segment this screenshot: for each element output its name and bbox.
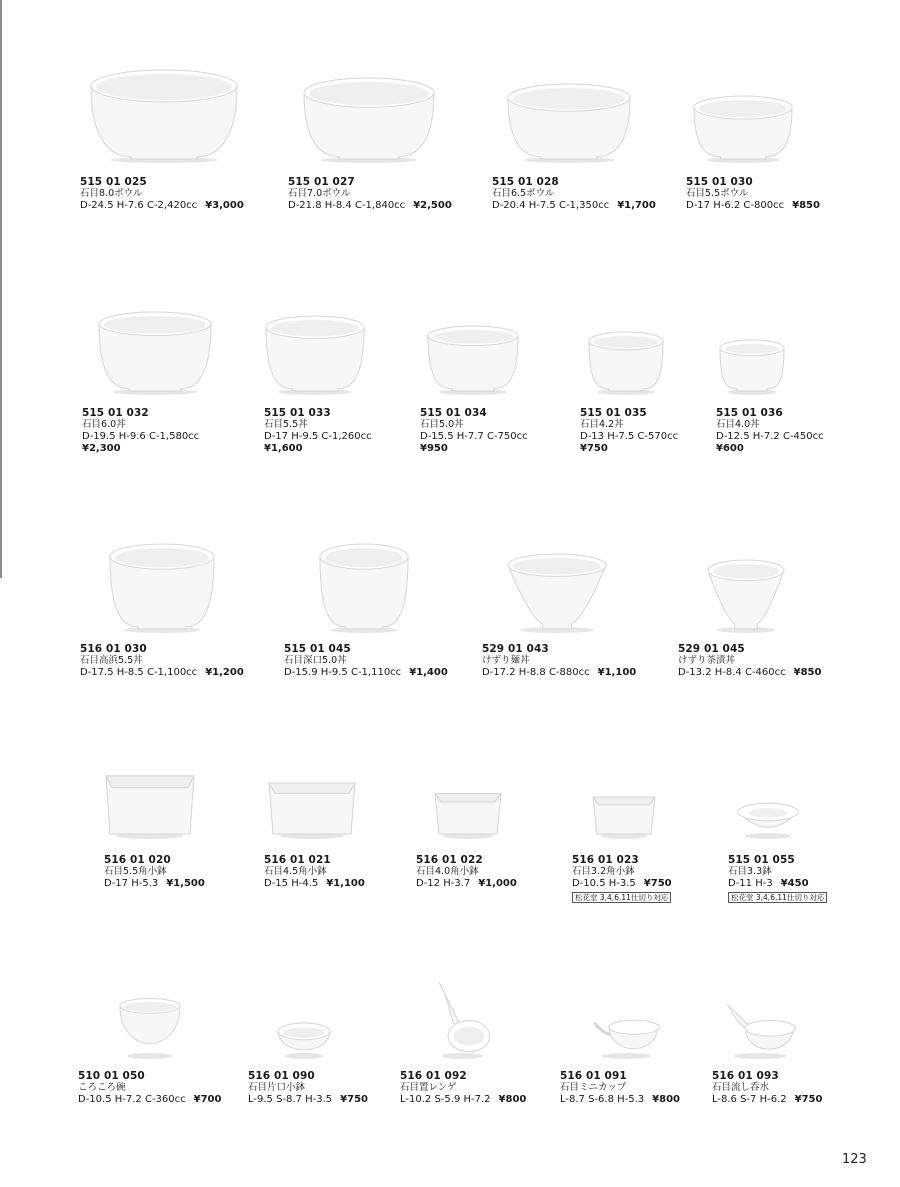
product-illustration-square (433, 788, 503, 838)
product-dimensions: D-15.5 H-7.7 C-750cc (420, 431, 528, 442)
product-code: 515 01 036 (716, 407, 783, 419)
product-price: ¥750 (643, 878, 672, 889)
product-price: ¥750 (794, 1094, 823, 1105)
product-dimensions: D-10.5 H-7.2 C-360cc (78, 1094, 186, 1105)
product-dimensions: D-15.9 H-9.5 C-1,110cc (284, 667, 402, 678)
product-price: ¥850 (793, 667, 822, 678)
product-name: 石目6.5ボウル (492, 188, 555, 199)
product-code: 516 01 030 (80, 643, 147, 655)
product-name: 石目高浜5.5丼 (80, 655, 143, 666)
shadow (127, 1053, 173, 1059)
product-photo (728, 764, 900, 844)
product-code: 516 01 092 (400, 1070, 467, 1082)
product-card (712, 986, 900, 1105)
product-name: 石目4.0角小鉢 (416, 866, 479, 877)
product-name: けずり茶漬丼 (678, 655, 736, 666)
product-spec-line (400, 1094, 526, 1106)
product-photo (716, 300, 900, 400)
left-margin-rule (0, 0, 2, 578)
product-info (80, 643, 244, 679)
product-photo (284, 538, 494, 638)
inner (433, 330, 513, 344)
product-illustration-shallow (736, 798, 800, 838)
product-dimensions: D-11 H-3 (728, 878, 773, 889)
product-price: ¥1,600 (264, 443, 303, 454)
product-photo (80, 538, 290, 638)
product-info (572, 854, 672, 904)
product-photo (482, 538, 692, 638)
product-card (288, 60, 498, 211)
product-spec-line (284, 667, 448, 679)
product-name: 石目5.0丼 (420, 419, 464, 430)
product-info (716, 407, 824, 455)
product-info (264, 407, 372, 455)
product-name: ころころ碗 (78, 1082, 126, 1093)
product-code: 515 01 032 (82, 407, 149, 419)
product-dimensions: D-17.2 H-8.8 C-880cc (482, 667, 590, 678)
product-illustration-katakuchi (276, 1020, 332, 1058)
shadow (284, 1053, 324, 1059)
product-code: 516 01 090 (248, 1070, 315, 1082)
product-info (712, 1070, 822, 1106)
product-card (716, 300, 900, 454)
product-photo (288, 60, 498, 168)
product-code: 515 01 028 (492, 176, 559, 188)
product-photo (686, 60, 896, 168)
inner (104, 316, 206, 334)
product-name: 石目片口小鉢 (248, 1082, 306, 1093)
product-code: 515 01 025 (80, 176, 147, 188)
product-card (80, 60, 290, 211)
product-dimensions: D-12 H-3.7 (416, 878, 471, 889)
product-illustration-bowl (506, 82, 632, 162)
handle (439, 982, 462, 1028)
product-info (686, 176, 820, 212)
product-spec-line (560, 1094, 680, 1106)
product-info (82, 407, 199, 455)
product-illustration-don (108, 542, 216, 632)
product-spec-line (492, 200, 656, 212)
product-illustration-nagashi (724, 1002, 796, 1058)
inner (271, 320, 359, 336)
product-info (80, 176, 244, 212)
product-spec-line (80, 200, 244, 212)
product-price: ¥450 (780, 878, 809, 889)
rim (609, 1020, 659, 1034)
product-price: ¥950 (420, 443, 448, 454)
product-spec-line (80, 667, 244, 679)
inner (454, 1027, 484, 1046)
product-spec-line (686, 200, 820, 212)
product-dimensions: D-24.5 H-7.6 C-2,420cc (80, 200, 198, 211)
product-dimensions: D-17 H-5.3 (104, 878, 159, 889)
product-spec-line (678, 667, 821, 679)
product-code: 515 01 027 (288, 176, 355, 188)
product-code: 529 01 043 (482, 643, 549, 655)
product-card (686, 60, 896, 211)
product-code: 515 01 035 (580, 407, 647, 419)
product-dimensions: D-21.8 H-8.4 C-1,840cc (288, 200, 406, 211)
product-illustration-bowl (302, 76, 436, 162)
product-dimensions: L-8.7 S-6.8 H-5.3 (560, 1094, 645, 1105)
product-info (492, 176, 656, 212)
product-code: 516 01 020 (104, 854, 171, 866)
product-info (482, 643, 636, 679)
product-spec-line (288, 200, 452, 212)
product-info (104, 854, 205, 890)
product-info (400, 1070, 526, 1106)
shadow (734, 1053, 786, 1059)
product-illustration-don (718, 338, 786, 394)
product-name: 石目5.5角小鉢 (104, 866, 167, 877)
inner (115, 548, 209, 567)
product-code: 516 01 022 (416, 854, 483, 866)
product-dimensions: L-8.6 S-7 H-6.2 (712, 1094, 787, 1105)
product-price: ¥2,500 (413, 200, 452, 211)
product-dimensions: L-9.5 S-8.7 H-3.5 (248, 1094, 333, 1105)
product-photo (678, 538, 888, 638)
product-name: 石目3.2角小鉢 (572, 866, 635, 877)
product-price: ¥1,100 (597, 667, 637, 678)
product-spec-line (728, 878, 827, 890)
product-code: 516 01 023 (572, 854, 639, 866)
product-spec-line (580, 431, 678, 455)
product-photo (82, 300, 292, 400)
product-spec-line (416, 878, 517, 890)
product-name: 石目4.0丼 (716, 419, 760, 430)
product-name: 石目4.5角小鉢 (264, 866, 327, 877)
product-name: 石目ミニカップ (560, 1082, 627, 1093)
product-spec-line (572, 878, 672, 890)
product-dimensions: D-12.5 H-7.2 C-450cc (716, 431, 824, 442)
shadow (602, 1053, 651, 1059)
product-spec-line (104, 878, 205, 890)
product-code: 515 01 034 (420, 407, 487, 419)
partition-compat-tag: 松花堂 3,4,6,11仕切り対応 (572, 892, 671, 903)
product-info (560, 1070, 680, 1106)
product-dimensions: D-17 H-6.2 C-800cc (686, 200, 785, 211)
product-dimensions: L-10.2 S-5.9 H-7.2 (400, 1094, 491, 1105)
product-dimensions: D-17 H-9.5 C-1,260cc (264, 431, 372, 442)
product-price: ¥1,100 (326, 878, 365, 889)
inner (106, 776, 194, 788)
product-illustration-deep (318, 542, 410, 632)
product-illustration-square (267, 776, 357, 838)
partition-compat-tag: 松花堂 3,4,6,11仕切り対応 (728, 892, 827, 903)
product-photo (492, 60, 702, 168)
product-price: ¥1,200 (205, 667, 244, 678)
product-illustration-bowl (89, 68, 239, 162)
product-dimensions: D-13 H-7.5 C-570cc (580, 431, 679, 442)
product-illustration-spoon (433, 980, 491, 1058)
product-code: 516 01 021 (264, 854, 331, 866)
product-card (80, 538, 290, 678)
product-price: ¥1,500 (166, 878, 205, 889)
product-illustration-minicup (592, 1014, 660, 1058)
product-code: 515 01 030 (686, 176, 753, 188)
product-dimensions: D-17.5 H-8.5 C-1,100cc (80, 667, 198, 678)
shadow (745, 833, 791, 839)
product-info (416, 854, 517, 890)
product-illustration-cone (506, 552, 608, 632)
product-price: ¥2,300 (82, 443, 121, 454)
product-code: 516 01 091 (560, 1070, 627, 1082)
product-spec-line (82, 431, 199, 455)
inner (124, 1002, 176, 1012)
product-dimensions: D-19.5 H-9.6 C-1,580cc (82, 431, 200, 442)
product-code: 516 01 093 (712, 1070, 779, 1082)
product-info (288, 176, 452, 212)
product-name: 石目深口5.0丼 (284, 655, 347, 666)
product-code: 529 01 045 (678, 643, 745, 655)
product-price: ¥850 (792, 200, 820, 211)
product-code: 515 01 045 (284, 643, 351, 655)
product-price: ¥800 (652, 1094, 680, 1105)
inner (594, 336, 658, 348)
product-name: 石目7.0ボウル (288, 188, 351, 199)
inner (283, 1027, 325, 1038)
product-name: 石目5.5ボウル (686, 188, 749, 199)
inner (513, 558, 601, 574)
product-illustration-don (587, 330, 665, 394)
product-code: 510 01 050 (78, 1070, 145, 1082)
product-info (580, 407, 678, 455)
product-price: ¥800 (498, 1094, 527, 1105)
product-code: 515 01 033 (264, 407, 331, 419)
product-illustration-don (97, 310, 213, 394)
product-name: 石目5.5丼 (264, 419, 308, 430)
product-card (678, 538, 888, 678)
product-code: 515 01 055 (728, 854, 795, 866)
product-name: 石目3.3鉢 (728, 866, 772, 877)
product-info (420, 407, 528, 455)
product-card (492, 60, 702, 211)
product-illustration-square (591, 792, 657, 838)
product-dimensions: D-15 H-4.5 (264, 878, 319, 889)
product-illustration-don (426, 324, 520, 394)
product-info (284, 643, 448, 679)
product-card (728, 764, 900, 902)
page-number: 123 (842, 1152, 867, 1167)
product-illustration-cup (118, 996, 182, 1058)
product-name: 石目流し呑水 (712, 1082, 770, 1093)
shadow (441, 1053, 483, 1059)
product-illustration-cone (706, 558, 786, 632)
inner (435, 794, 501, 802)
product-spec-line (716, 431, 824, 455)
rim (745, 1020, 795, 1036)
product-info (248, 1070, 368, 1106)
product-price: ¥1,400 (409, 667, 448, 678)
product-illustration-don (264, 314, 366, 394)
product-name: 石目4.2丼 (580, 419, 624, 430)
product-price: ¥3,000 (205, 200, 244, 211)
inner (309, 82, 429, 105)
product-spec-line (420, 431, 528, 455)
inner (725, 344, 779, 354)
inner (713, 564, 779, 579)
product-spec-line (712, 1094, 822, 1106)
product-info (678, 643, 821, 679)
inner (699, 100, 787, 117)
product-info (264, 854, 365, 890)
product-spec-line (248, 1094, 368, 1106)
product-price: ¥750 (340, 1094, 368, 1105)
product-name: 石目置レンゲ (400, 1082, 457, 1093)
product-illustration-square (104, 768, 196, 838)
product-dimensions: D-13.2 H-8.4 C-460cc (678, 667, 786, 678)
inner (749, 808, 787, 818)
product-spec-line (482, 667, 636, 679)
product-name: 石目8.0ボウル (80, 188, 143, 199)
product-price: ¥1,000 (478, 878, 517, 889)
product-name: けずり麺丼 (482, 655, 530, 666)
product-info (78, 1070, 221, 1106)
product-card (284, 538, 494, 678)
product-dimensions: D-10.5 H-3.5 (572, 878, 636, 889)
inner (513, 88, 625, 109)
product-spec-line (78, 1094, 221, 1106)
product-name: 石目6.0丼 (82, 419, 126, 430)
product-spec-line (264, 431, 372, 455)
product-illustration-bowl (692, 94, 794, 162)
inner (593, 797, 655, 805)
inner (269, 783, 355, 793)
product-price: ¥750 (580, 443, 608, 454)
product-price: ¥1,700 (617, 200, 656, 211)
inner (325, 548, 403, 567)
product-photo (80, 60, 290, 168)
product-photo (712, 986, 900, 1064)
product-card (482, 538, 692, 678)
product-info (728, 854, 827, 904)
product-dimensions: D-20.4 H-7.5 C-1,350cc (492, 200, 610, 211)
inner (96, 74, 232, 100)
product-spec-line (264, 878, 365, 890)
product-price: ¥700 (193, 1094, 222, 1105)
product-price: ¥600 (716, 443, 744, 454)
